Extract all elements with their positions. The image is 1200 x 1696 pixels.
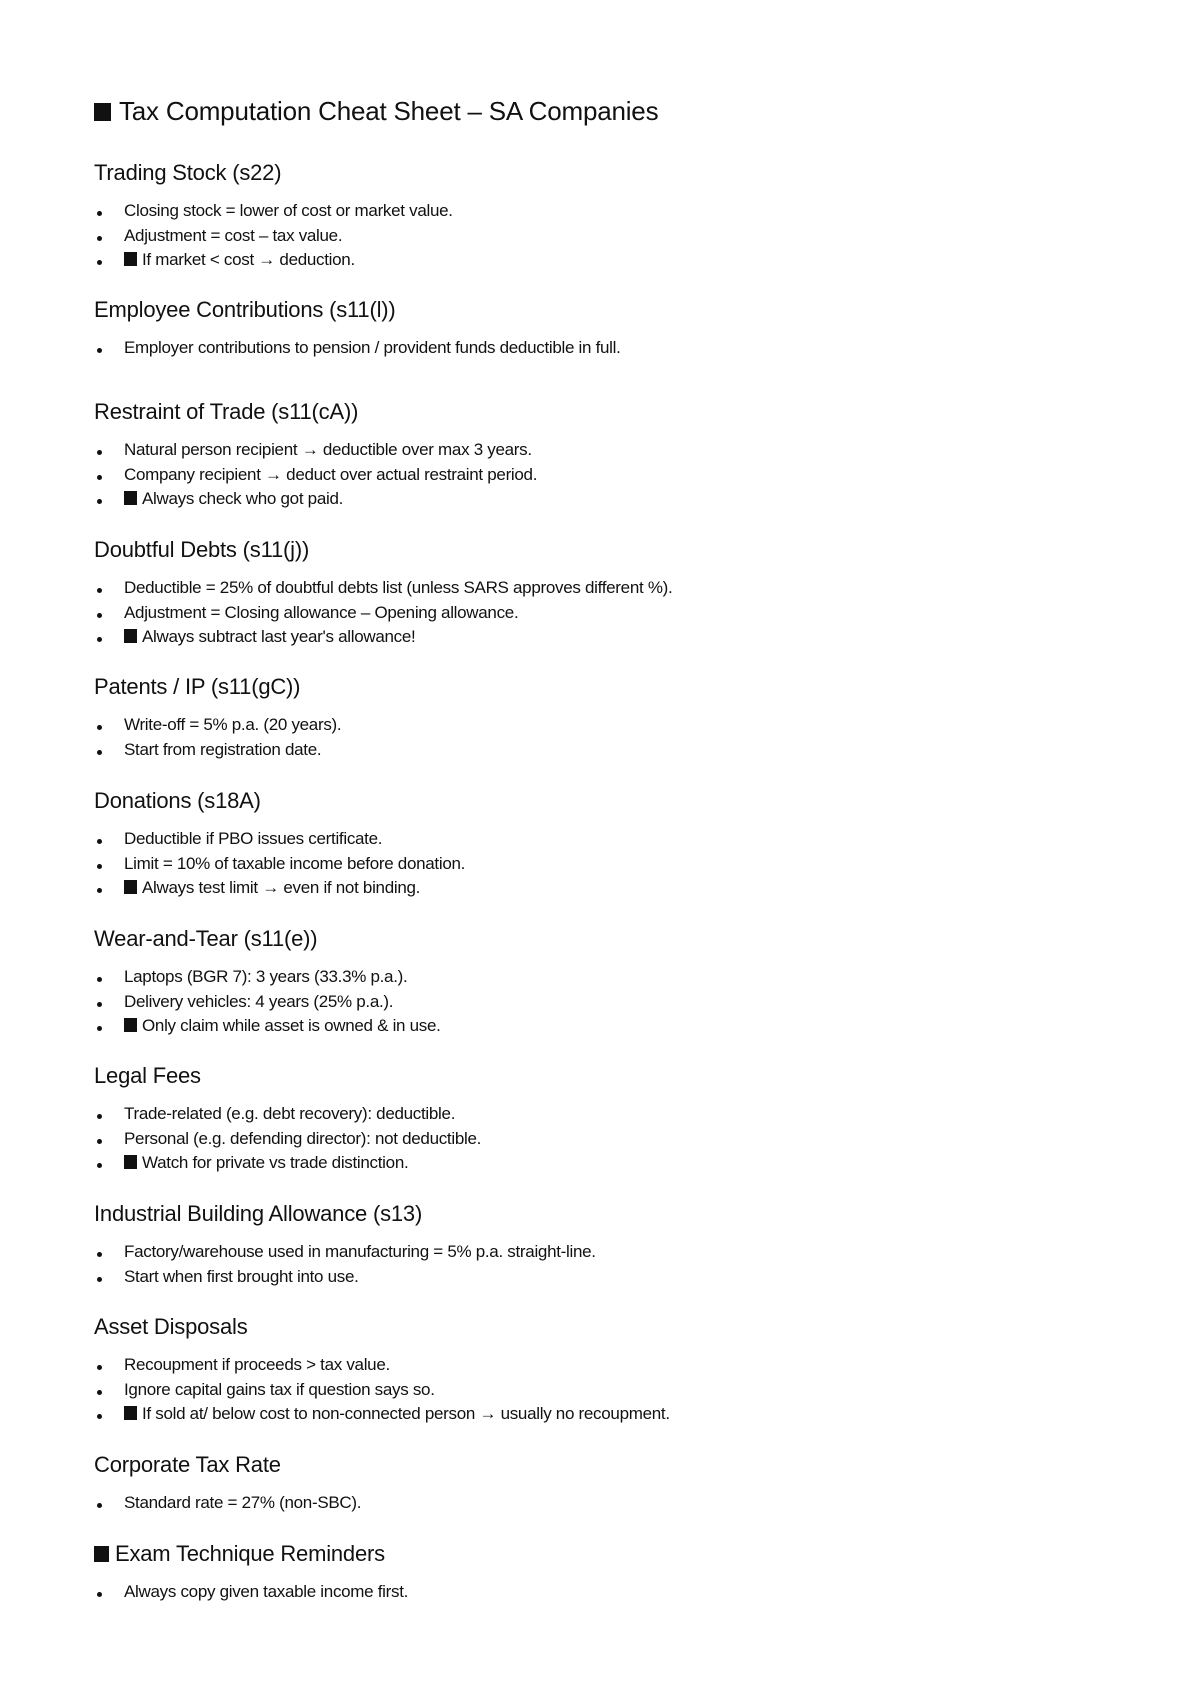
section-doubtful-debts — [94, 536, 1094, 650]
bullet-icon — [97, 1026, 102, 1031]
list-item: Deductible = 25% of doubtful debts list (unless SARS approves different %). — [94, 576, 1094, 601]
bullet-icon — [97, 750, 102, 755]
square-icon — [124, 491, 137, 505]
bullet-list — [94, 1580, 1094, 1605]
list-item: Natural person recipient → deductible over max 3 years. — [94, 438, 1094, 463]
square-icon — [124, 1155, 137, 1169]
square-icon — [124, 1018, 137, 1032]
section-heading: Trading Stock (s22) — [94, 160, 282, 185]
bullet-icon — [97, 1390, 102, 1395]
section-trading-stock — [94, 159, 1094, 273]
bullet-icon — [97, 1139, 102, 1144]
section-employee-contributions — [94, 296, 1094, 361]
list-item: Recoupment if proceeds > tax value. — [94, 1353, 1094, 1378]
section-wear-and-tear — [94, 925, 1094, 1039]
section-industrial-building-allowance — [94, 1200, 1094, 1289]
bullet-list — [94, 438, 1094, 512]
bullet-list — [94, 336, 1094, 361]
list-item: Always test limit → even if not binding. — [94, 876, 1094, 901]
section-asset-disposals — [94, 1313, 1094, 1427]
list-item: Always check who got paid. — [94, 487, 1094, 512]
list-item: Adjustment = cost – tax value. — [94, 224, 1094, 249]
bullet-icon — [97, 588, 102, 593]
section-exam-technique-reminders — [94, 1540, 1094, 1605]
bullet-icon — [97, 348, 102, 353]
section-heading: Wear-and-Tear (s11(e)) — [94, 926, 318, 951]
list-item: Personal (e.g. defending director): not deductible. — [94, 1127, 1094, 1152]
bullet-icon — [97, 637, 102, 642]
list-item: Company recipient → deduct over actual restraint period. — [94, 463, 1094, 488]
bullet-icon — [97, 1277, 102, 1282]
section-corporate-tax-rate — [94, 1451, 1094, 1516]
list-item: Laptops (BGR 7): 3 years (33.3% p.a.). — [94, 965, 1094, 990]
list-item: Limit = 10% of taxable income before donation. — [94, 852, 1094, 877]
bullet-icon — [97, 839, 102, 844]
document-title — [94, 95, 658, 127]
bullet-icon — [97, 1365, 102, 1370]
section-restraint-of-trade — [94, 398, 1094, 512]
bullet-list — [94, 1102, 1094, 1176]
section-donations — [94, 787, 1094, 901]
section-heading: Legal Fees — [94, 1063, 201, 1088]
list-item: Start when first brought into use. — [94, 1265, 1094, 1290]
bullet-icon — [97, 260, 102, 265]
bullet-icon — [97, 1002, 102, 1007]
list-item: Start from registration date. — [94, 738, 1094, 763]
bullet-list — [94, 1491, 1094, 1516]
section-heading: Employee Contributions (s11(l)) — [94, 297, 396, 322]
section-legal-fees — [94, 1062, 1094, 1176]
square-icon — [124, 1406, 137, 1420]
section-heading: Corporate Tax Rate — [94, 1452, 281, 1477]
bullet-icon — [97, 499, 102, 504]
bullet-list — [94, 1240, 1094, 1289]
square-icon — [94, 1546, 109, 1562]
list-item: Closing stock = lower of cost or market value. — [94, 199, 1094, 224]
section-heading: Industrial Building Allowance (s13) — [94, 1201, 423, 1226]
section-patents-ip — [94, 673, 1094, 762]
bullet-icon — [97, 1503, 102, 1508]
bullet-list — [94, 199, 1094, 273]
square-icon — [124, 252, 137, 266]
list-item: Always subtract last year's allowance! — [94, 625, 1094, 650]
list-item: Standard rate = 27% (non-SBC). — [94, 1491, 1094, 1516]
square-icon — [124, 629, 137, 643]
list-item: If market < cost → deduction. — [94, 248, 1094, 273]
section-heading: Doubtful Debts (s11(j)) — [94, 537, 310, 562]
list-item: Factory/warehouse used in manufacturing = 5% p.a. straight-line. — [94, 1240, 1094, 1265]
list-item: Trade-related (e.g. debt recovery): deductible. — [94, 1102, 1094, 1127]
bullet-list — [94, 1353, 1094, 1427]
square-icon — [124, 880, 137, 894]
bullet-icon — [97, 236, 102, 241]
list-item: Delivery vehicles: 4 years (25% p.a.). — [94, 990, 1094, 1015]
list-item: Always copy given taxable income first. — [94, 1580, 1094, 1605]
bullet-icon — [97, 1163, 102, 1168]
list-item: If sold at/ below cost to non-connected person → usually no recoupment. — [94, 1402, 1094, 1427]
bullet-icon — [97, 1252, 102, 1257]
list-item: Only claim while asset is owned & in use. — [94, 1014, 1094, 1039]
list-item: Watch for private vs trade distinction. — [94, 1151, 1094, 1176]
list-item: Adjustment = Closing allowance – Opening allowance. — [94, 601, 1094, 626]
bullet-list — [94, 576, 1094, 650]
bullet-icon — [97, 475, 102, 480]
section-heading: Restraint of Trade (s11(cA)) — [94, 399, 359, 424]
section-heading: Asset Disposals — [94, 1314, 248, 1339]
bullet-icon — [97, 1592, 102, 1597]
list-item: Employer contributions to pension / provident funds deductible in full. — [94, 336, 1094, 361]
bullet-icon — [97, 725, 102, 730]
list-item: Write-off = 5% p.a. (20 years). — [94, 713, 1094, 738]
section-heading: Donations (s18A) — [94, 788, 261, 813]
document-title-text: Tax Computation Cheat Sheet – SA Companies — [119, 96, 659, 126]
bullet-icon — [97, 211, 102, 216]
bullet-icon — [97, 450, 102, 455]
bullet-icon — [97, 864, 102, 869]
bullet-icon — [97, 1114, 102, 1119]
list-item: Ignore capital gains tax if question says so. — [94, 1378, 1094, 1403]
bullet-list — [94, 965, 1094, 1039]
list-item: Deductible if PBO issues certificate. — [94, 827, 1094, 852]
bullet-icon — [97, 613, 102, 618]
bullet-icon — [97, 888, 102, 893]
section-heading: Exam Technique Reminders — [94, 1540, 1094, 1568]
bullet-icon — [97, 977, 102, 982]
bullet-list — [94, 713, 1094, 762]
bullet-icon — [97, 1414, 102, 1419]
section-heading: Patents / IP (s11(gC)) — [94, 674, 301, 699]
square-icon — [94, 103, 111, 121]
bullet-list — [94, 827, 1094, 901]
